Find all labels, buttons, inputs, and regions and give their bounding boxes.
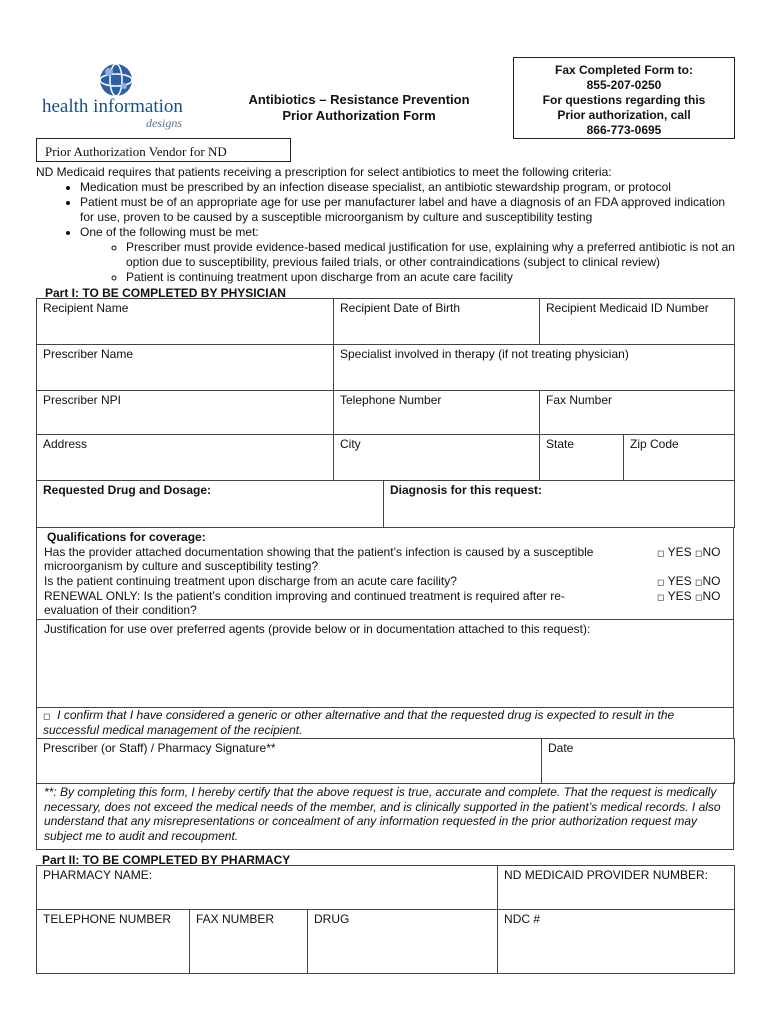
criteria-subitem: ◦ Patient is continuing treatment upon discharge from an acute care facility [126, 270, 736, 285]
prescriber-npi-label: Prescriber NPI [43, 393, 122, 407]
requested-drug-label: Requested Drug and Dosage: [43, 483, 212, 497]
question-renewal: RENEWAL ONLY: Is the patient’s condition improving and continued treatment is required after re-evaluation of their condition? [44, 589, 565, 617]
criteria-subitem: ◦ Prescriber must provide evidence-based medical justification for use, explaining why a preferred antibiotic is not an option due to susceptibility, previous failed trials, or other contraindications (subject to clinical review) [126, 240, 736, 270]
q1-yes-no [657, 545, 720, 559]
logo-line1: health information [42, 96, 183, 117]
q1-no-checkbox[interactable]: ◻ [694, 548, 703, 558]
pharmacy-telephone-field[interactable] [37, 910, 190, 974]
recipient-medicaid-id-field[interactable] [540, 299, 735, 345]
qualifications-section [36, 527, 734, 708]
divider [37, 619, 733, 620]
criteria-item-text: One of the following must be met: [80, 225, 259, 239]
diagnosis-label: Diagnosis for this request: [390, 483, 543, 497]
criteria-item: • Medication must be prescribed by an infection disease specialist, an antibiotic stewardship program, or protocol [80, 180, 736, 195]
specialist-field[interactable] [334, 345, 735, 391]
city-field[interactable] [334, 435, 540, 481]
question-culture-testing: Has the provider attached documentation showing that the patient’s infection is caused by a susceptible microorganism by culture and susceptibility testing? [44, 545, 594, 573]
question-discharge: Is the patient continuing treatment upon discharge from an acute care facility? [44, 574, 457, 588]
part2-table [36, 865, 735, 974]
drug-label: DRUG [314, 912, 350, 926]
ndc-label: NDC # [504, 912, 541, 926]
vendor-label: Prior Authorization Vendor for ND [36, 138, 291, 162]
requested-drug-field[interactable] [37, 481, 384, 528]
specialist-label: Specialist involved in therapy (if not treating physician) [340, 347, 629, 361]
telephone-field[interactable] [334, 391, 540, 435]
q2-yes-checkbox[interactable]: ◻ [657, 577, 665, 587]
recipient-medicaid-id-label: Recipient Medicaid ID Number [546, 301, 709, 315]
fax-info-box [513, 57, 735, 139]
pharmacy-telephone-label: TELEPHONE NUMBER [43, 912, 172, 926]
fax-field[interactable] [540, 391, 735, 435]
date-label: Date [548, 741, 574, 755]
pharmacy-fax-field[interactable] [190, 910, 308, 974]
zip-label: Zip Code [630, 437, 679, 451]
prescriber-npi-field[interactable] [37, 391, 334, 435]
pharmacy-name-label: PHARMACY NAME: [43, 868, 153, 882]
city-label: City [340, 437, 361, 451]
fax-number: 855-207-0250 [586, 78, 662, 92]
recipient-dob-field[interactable] [334, 299, 540, 345]
q2-no-checkbox[interactable]: ◻ [694, 577, 703, 587]
fax-line3: For questions regarding this [542, 93, 706, 107]
address-label: Address [43, 437, 88, 451]
recipient-name-label: Recipient Name [43, 301, 129, 315]
provider-number-field[interactable] [498, 866, 735, 910]
date-field[interactable] [542, 739, 735, 784]
confirm-checkbox[interactable]: ◻ [43, 711, 51, 721]
part2-header: Part II: TO BE COMPLETED BY PHARMACY [42, 853, 291, 867]
state-field[interactable] [540, 435, 624, 481]
globe-logo-icon [98, 62, 134, 98]
justification-input[interactable] [41, 638, 729, 703]
part1-table [36, 298, 735, 528]
criteria-item [80, 225, 736, 285]
signature-field[interactable] [37, 739, 542, 784]
q2-yes-label: YES [667, 574, 692, 588]
confirm-statement [36, 707, 734, 739]
q2-no-label: NO [702, 574, 721, 588]
title-line1: Antibiotics – Resistance Prevention [248, 92, 470, 107]
form-title [228, 92, 490, 124]
questions-phone: 866-773-0695 [586, 123, 662, 137]
signature-table [36, 738, 735, 784]
prescriber-name-field[interactable] [37, 345, 334, 391]
criteria-section [36, 165, 736, 285]
q3-no-checkbox[interactable]: ◻ [694, 592, 703, 602]
title-line2: Prior Authorization Form [282, 108, 436, 123]
certification-statement: **: By completing this form, I hereby certify that the above request is true, accurate and complete. That the request is medically necessary, does not exceed the medical needs of the member, and is clinically supported in the patient’s medical records. I also understand that any misrepresentations or concealment of any information requested in the prior authorization request may subject me to audit and recoupment. [36, 782, 734, 850]
criteria-sublist [80, 240, 736, 285]
telephone-label: Telephone Number [340, 393, 442, 407]
state-label: State [546, 437, 575, 451]
zip-field[interactable] [624, 435, 735, 481]
criteria-list [36, 180, 736, 285]
q1-no-label: NO [702, 545, 721, 559]
q3-yes-no [657, 589, 720, 603]
pharmacy-fax-label: FAX NUMBER [196, 912, 275, 926]
signature-label: Prescriber (or Staff) / Pharmacy Signature** [43, 741, 276, 755]
ndc-field[interactable] [498, 910, 735, 974]
logo-line2: designs [146, 116, 182, 130]
qualifications-header: Qualifications for coverage: [47, 530, 206, 544]
q1-yes-checkbox[interactable]: ◻ [657, 548, 665, 558]
criteria-lead: ND Medicaid requires that patients receiving a prescription for select antibiotics to meet the following criteria: [36, 165, 612, 179]
fax-line1: Fax Completed Form to: [554, 63, 693, 77]
q3-yes-checkbox[interactable]: ◻ [657, 592, 665, 602]
recipient-dob-label: Recipient Date of Birth [340, 301, 461, 315]
address-field[interactable] [37, 435, 334, 481]
part1-header: Part I: TO BE COMPLETED BY PHYSICIAN [45, 286, 286, 300]
health-information-designs-logo [38, 62, 208, 132]
q1-yes-label: YES [667, 545, 692, 559]
q3-yes-label: YES [667, 589, 692, 603]
fax-line4: Prior authorization, call [557, 108, 691, 122]
confirm-text: I confirm that I have considered a generic or other alternative and that the requested drug is expected to result in the successful medical management of the recipient. [43, 708, 675, 737]
q3-no-label: NO [702, 589, 721, 603]
drug-field[interactable] [308, 910, 498, 974]
recipient-name-field[interactable] [37, 299, 334, 345]
diagnosis-field[interactable] [384, 481, 735, 528]
pharmacy-name-field[interactable] [37, 866, 498, 910]
criteria-item: • Patient must be of an appropriate age for use per manufacturer label and have a diagnosis of an FDA approved indication for use, proven to be caused by a susceptible microorganism by culture and susceptibility testing [80, 195, 736, 225]
fax-label: Fax Number [546, 393, 613, 407]
provider-number-label: ND MEDICAID PROVIDER NUMBER: [504, 868, 709, 882]
prescriber-name-label: Prescriber Name [43, 347, 134, 361]
justification-label: Justification for use over preferred agents (provide below or in documentation attached to this request): [44, 622, 591, 636]
q2-yes-no [657, 574, 720, 588]
